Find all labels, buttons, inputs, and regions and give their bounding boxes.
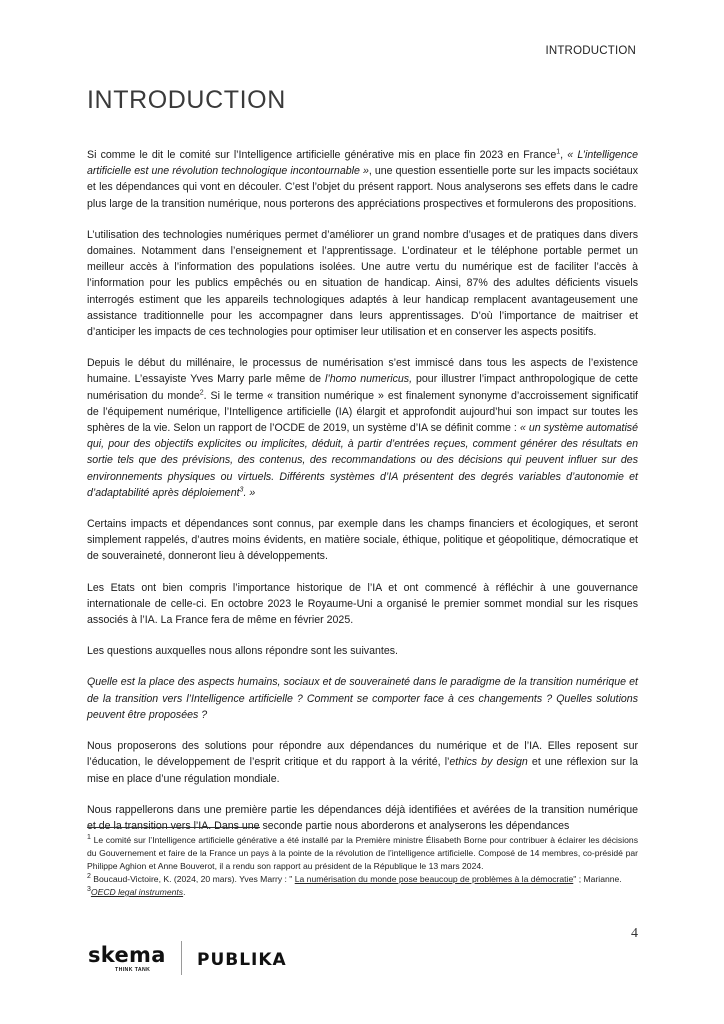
- skema-tagline: THINK TANK: [115, 967, 151, 973]
- footnote-1: $^1$ Le comité sur l’Intelligence artificielle générative a été installé par la Première ministre Élisabeth Borne pour contribuer à éclairer les décisions du Gouvernement et faire de la France un pays à la pointe de la révolution de l’intelligence artificielle. Composé de 14 membres, co-présidé par Philippe Aghion et Anne Bouverot, il a rendu son rapport au président de la République le 13 mars 2024.: [87, 834, 638, 871]
- skema-wordmark: skema: [88, 943, 166, 967]
- body-text: [87, 147, 638, 834]
- paragraph-3: Depuis le début du millénaire, le processus de numérisation s’est immiscé dans tous les aspects de l’existence humaine. L’essayiste Yves Marry parle même de l’homo numericus, pour illustrer l’impact anthropologique de cette numérisation du monde$^2$. Si le terme « transition numérique » est finalement synonyme d’accroissement significatif de l’équipement numérique, l’Intelligence artificielle (IA) élargit et approfondit aujourd’hui son impact sur toutes les sphères de la vie. Selon un rapport de l’OCDE de 2019, un système d’IA se définit comme : « un système automatisé qui, pour des objectifs explicites ou implicites, déduit, à partir d’entrées reçues, comment générer des résultats en sortie tels que des prévisions, des contenus, des recommandations ou des décisions qui peuvent influer sur des environnements physiques ou virtuels. Différents systèmes d’IA présentent des degrés variables d’autonomie et d’adaptabilité après déploiement$^3$. »: [87, 357, 638, 499]
- page-title: INTRODUCTION: [87, 86, 286, 114]
- footnotes: [87, 834, 638, 899]
- footnote-ref-2[interactable]: 2: [199, 389, 204, 397]
- footnote-divider: [87, 827, 260, 828]
- paragraph-1: Si comme le dit le comité sur l’Intelligence artificielle générative mis en place fin 2023 en France$^1$, « L’intelligence artificielle est une révolution technologique incontournable », une question essentielle porte sur les impacts sociétaux et les dépendances qui vont en découler. C’est l’objet du présent rapport. Nous analyserons ses effets dans le cadre plus large de la transition numérique, nous porterons des appréciations prospectives et formulerons des propositions.: [87, 148, 638, 210]
- publika-logo: PUBLIKA: [197, 950, 287, 970]
- oecd-quote: « un système automatisé qui, pour des objectifs explicites ou implicites, déduit, à partir d’entrées reçues, comment générer des résultats en sortie tels que des prévisions, des contenus, des recommandations ou des décisions qui peuvent influer sur des environnements physiques ou virtuels. Différents systèmes d’IA présentent des degrés variables d’autonomie et d’adaptabilité après déploiement$^3$. »: [87, 422, 638, 499]
- paragraph-9: Nous rappellerons dans une première partie les dépendances déjà identifiées et avérées de la transition numérique et de la transition vers l’IA. Dans une seconde partie nous aborderons et analyserons les dépendances: [87, 803, 638, 832]
- footnote-2: $^2$ Boucaud-Victoire, K. (2024, 20 mars). Yves Marry : " La numérisation du monde pose beaucoup de problèmes à la démocratie" ; Marianne.: [87, 873, 622, 884]
- footnote-3: $^3$OECD legal instruments.: [87, 886, 186, 897]
- footnote-ref-3[interactable]: 3: [239, 486, 244, 494]
- paragraph-2: L’utilisation des technologies numériques permet d’améliorer un grand nombre d’usages et de pratiques dans divers domaines. Notamment dans l’enseignement et l’apprentissage. L’ordinateur et le téléphone portable permet un meilleur accès à l’information des populations isolées. Une autre vertu du numérique est de faciliter l’accès à l’information pour les publics empêchés ou en situation de handicap. Ainsi, 87% des adultes déficients visuels interrogés estiment que les appareils technologiques adaptés à leur handicap remplacent avantageusement une assistance traditionnelle pour les accompagner dans leurs apprentissages. D’où l’importance de maitriser et d’anticiper les impacts de ces technologies pour optimiser leur utilisation et en conserver les aspects positifs.: [87, 228, 638, 339]
- paragraph-4: Certains impacts et dépendances sont connus, par exemple dans les champs financiers et écologiques, et seront simplement rappelés, d’autres moins évidents, en matière sociale, éthique, politique et géopolitique, démocratique et de souveraineté, donneront lieu à développements.: [87, 518, 638, 563]
- footnote-3-link[interactable]: OECD legal instruments: [90, 887, 184, 897]
- committee-quote: « L’intelligence artificielle est une révolution technologique incontournable »: [87, 149, 638, 178]
- footnote-ref-1[interactable]: 1: [556, 148, 561, 156]
- paragraph-6: Les questions auxquelles nous allons répondre sont les suivantes.: [87, 645, 398, 658]
- page-number: 4: [631, 926, 638, 941]
- logo-divider: [181, 941, 182, 975]
- research-questions: Quelle est la place des aspects humains, sociaux et de souveraineté dans le paradigme de la transition numérique et de la transition vers l’Intelligence artificielle ? Comment se comporter face à ces changements ? Quelles solutions peuvent être proposées ?: [87, 676, 638, 721]
- paragraph-8: Nous proposerons des solutions pour répondre aux dépendances du numérique et de l’IA. Elles reposent sur l’éducation, le développement de l’esprit critique et du rapport à la vérité, l’ethics by design et une réflexion sur la mise en place d’une régulation mondiale.: [87, 740, 639, 785]
- skema-logo: [88, 944, 172, 980]
- footnote-2-link[interactable]: La numérisation du monde pose beaucoup de problèmes à la démocratie: [294, 874, 574, 884]
- paragraph-5: Les Etats ont bien compris l’importance historique de l’IA et ont commencé à réfléchir à une gouvernance internationale de celle-ci. En octobre 2023 le Royaume-Uni a organisé le premier sommet mondial sur les risques associés à l’IA. La France fera de même en février 2025.: [87, 581, 638, 627]
- running-header: INTRODUCTION: [545, 45, 636, 57]
